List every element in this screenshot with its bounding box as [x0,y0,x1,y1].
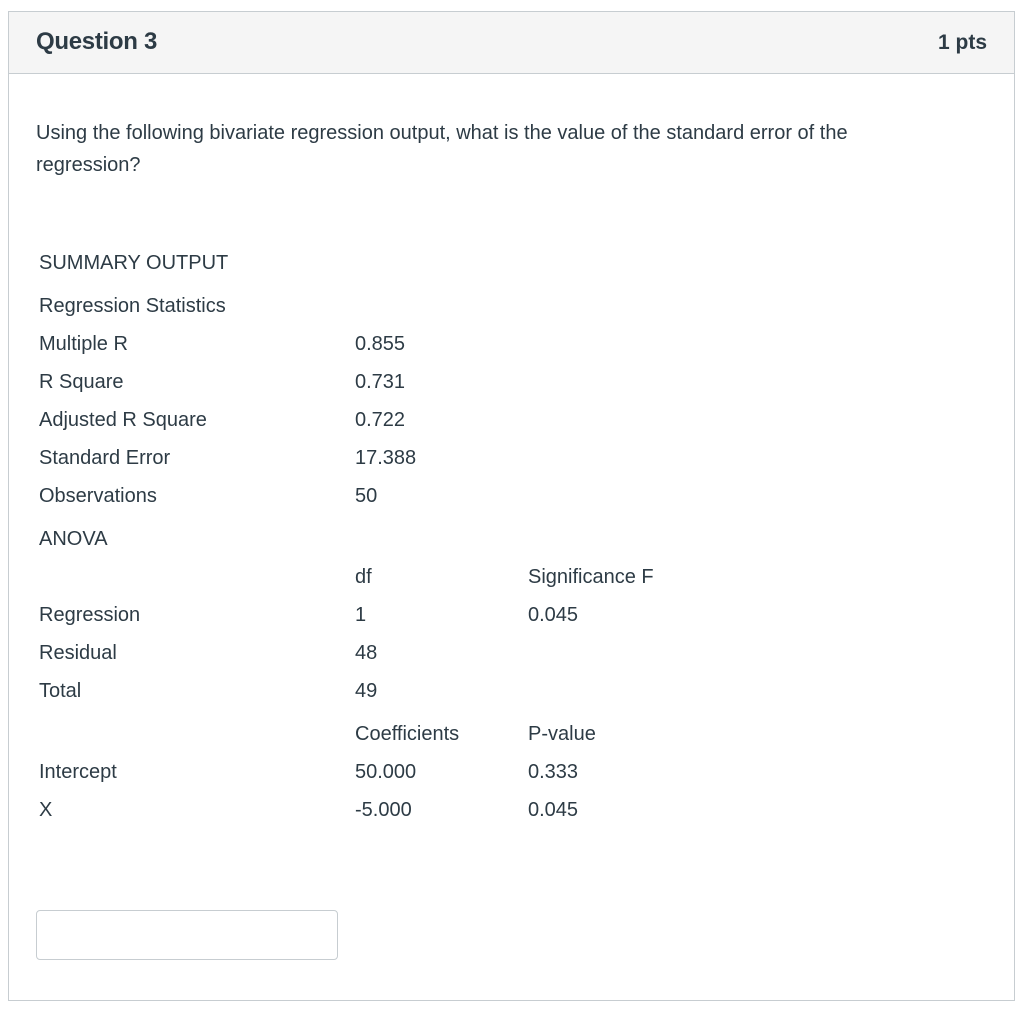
stats-value: 17.388 [355,447,417,469]
anova-row [39,604,739,632]
coef-pvalue: 0.333 [528,761,579,783]
coef-label: X [39,799,53,821]
coef-header-row [39,723,739,751]
question-title: Question 3 [36,28,158,55]
question-header [9,12,1014,74]
stats-label: Multiple R [39,333,128,355]
anova-row [39,680,739,708]
stats-value: 0.855 [355,333,406,355]
anova-sigf: 0.045 [528,604,579,626]
stats-value: 50 [355,485,378,507]
coef-value: 50.000 [355,761,417,783]
anova-sigf-header: Significance F [528,566,654,588]
stats-value: 0.722 [355,409,406,431]
regression-stats-heading: Regression Statistics [39,295,226,317]
coef-value: -5.000 [355,799,412,821]
coef-header: Coefficients [355,723,460,745]
question-text: Using the following bivariate regression output, what is the value of the standard error of the regression? [36,122,848,176]
stats-row [39,409,739,437]
anova-label: Residual [39,642,117,664]
coef-row [39,761,739,789]
question-points: 1 pts [937,31,987,54]
stats-label: Adjusted R Square [39,409,207,431]
coef-label: Intercept [39,761,117,783]
anova-df: 1 [355,604,367,626]
stats-row [39,371,739,399]
anova-row [39,642,739,670]
stats-row [39,447,739,475]
pvalue-header: P-value [528,723,596,745]
answer-input[interactable] [36,910,338,960]
stats-label: Standard Error [39,447,171,469]
summary-heading: SUMMARY OUTPUT [39,252,229,274]
stats-label: R Square [39,371,124,393]
regression-stats-heading-row [39,295,739,323]
anova-label: Regression [39,604,141,626]
stats-value: 0.731 [355,371,406,393]
summary-heading-row [39,252,739,280]
coef-row [39,799,739,827]
anova-header-row [39,566,739,594]
question-card [8,11,1015,1001]
anova-df: 48 [355,642,378,664]
anova-label: Total [39,680,82,702]
coef-pvalue: 0.045 [528,799,579,821]
anova-heading: ANOVA [39,528,108,550]
stats-label: Observations [39,485,157,507]
stats-row [39,485,739,513]
anova-df: 49 [355,680,378,702]
anova-heading-row [39,528,739,556]
stats-row [39,333,739,361]
anova-df-header: df [355,566,372,588]
